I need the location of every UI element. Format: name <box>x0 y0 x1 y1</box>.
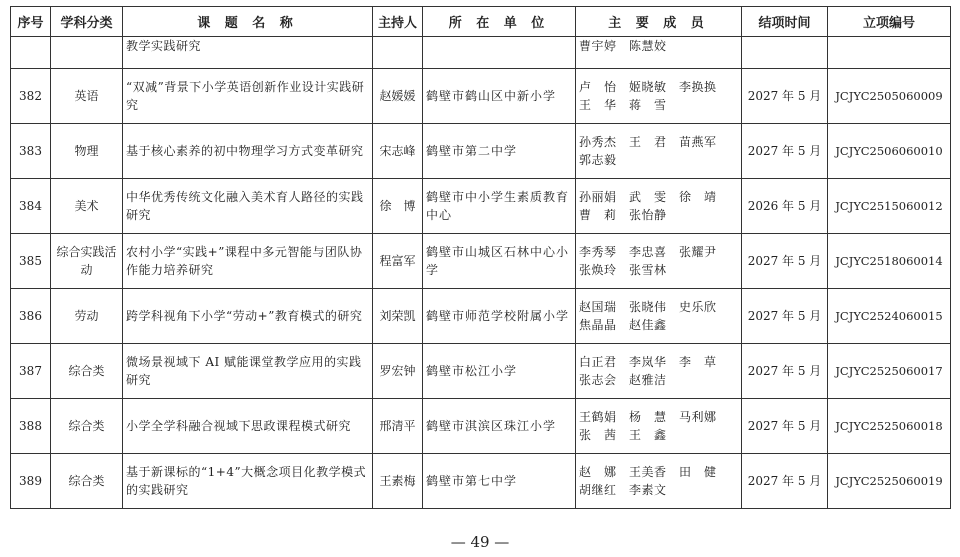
cell-unit: 鹤壁市鹤山区中新小学 <box>423 69 576 124</box>
table-row <box>11 234 951 289</box>
cell-no <box>11 37 51 69</box>
cell-end-date: 2027 年 5 月 <box>742 399 828 454</box>
table-header-row <box>11 7 951 37</box>
member-line: 张 茜 王 鑫 <box>579 428 667 442</box>
cell-host: 罗宏钟 <box>373 344 423 399</box>
cell-no: 385 <box>11 234 51 289</box>
cell-no: 388 <box>11 399 51 454</box>
cell-subject <box>51 37 123 69</box>
member-line: 白正君 李岚华 李 草 <box>579 355 717 369</box>
cell-host: 宋志峰 <box>373 124 423 179</box>
cell-title: “双减”背景下小学英语创新作业设计实践研究 <box>123 69 373 124</box>
cell-subject: 物理 <box>51 124 123 179</box>
cell-code: JCJYC2515060012 <box>828 179 951 234</box>
cell-end-date: 2027 年 5 月 <box>742 69 828 124</box>
cell-no: 384 <box>11 179 51 234</box>
cell-members <box>576 454 742 509</box>
cell-subject: 综合类 <box>51 344 123 399</box>
continued-row <box>11 37 951 69</box>
table-row <box>11 124 951 179</box>
cell-unit: 鹤壁市松江小学 <box>423 344 576 399</box>
cell-host: 王素梅 <box>373 454 423 509</box>
header-host: 主持人 <box>373 7 423 37</box>
cell-code: JCJYC2506060010 <box>828 124 951 179</box>
member-line: 王 华 蒋 雪 <box>579 98 667 112</box>
cell-title: 农村小学“实践+”课程中多元智能与团队协作能力培养研究 <box>123 234 373 289</box>
cell-end-date: 2027 年 5 月 <box>742 454 828 509</box>
cell-title: 微场景视域下 AI 赋能课堂教学应用的实践研究 <box>123 344 373 399</box>
cell-title: 基于新课标的“1+4”大概念项目化教学模式的实践研究 <box>123 454 373 509</box>
cell-code: JCJYC2525060018 <box>828 399 951 454</box>
cell-subject: 综合类 <box>51 454 123 509</box>
cell-members <box>576 124 742 179</box>
cell-unit: 鹤壁市中小学生素质教育中心 <box>423 179 576 234</box>
cell-no: 382 <box>11 69 51 124</box>
member-line: 张志会 赵雅洁 <box>579 373 667 387</box>
cell-title: 小学全学科融合视域下思政课程模式研究 <box>123 399 373 454</box>
member-line: 李秀琴 李忠喜 张耀尹 <box>579 245 717 259</box>
table-row <box>11 344 951 399</box>
cell-unit: 鹤壁市第二中学 <box>423 124 576 179</box>
cell-unit: 鹤壁市山城区石林中心小学 <box>423 234 576 289</box>
cell-code: JCJYC2524060015 <box>828 289 951 344</box>
cell-subject: 劳动 <box>51 289 123 344</box>
member-line: 曹宇婷 陈慧姣 <box>579 39 667 53</box>
member-line: 焦晶晶 赵佳鑫 <box>579 318 667 332</box>
table-row <box>11 179 951 234</box>
member-line: 赵 娜 王美香 田 健 <box>579 465 717 479</box>
cell-host: 邢清平 <box>373 399 423 454</box>
header-no: 序号 <box>11 7 51 37</box>
cell-members <box>576 344 742 399</box>
projects-table <box>10 6 951 509</box>
cell-host: 徐 博 <box>373 179 423 234</box>
cell-subject: 综合类 <box>51 399 123 454</box>
cell-title: 中华优秀传统文化融入美术育人路径的实践研究 <box>123 179 373 234</box>
cell-members <box>576 289 742 344</box>
cell-title: 教学实践研究 <box>123 37 373 69</box>
cell-members <box>576 234 742 289</box>
cell-subject: 综合实践活动 <box>51 234 123 289</box>
table-row <box>11 289 951 344</box>
table-row <box>11 69 951 124</box>
cell-subject: 英语 <box>51 69 123 124</box>
header-subject: 学科分类 <box>51 7 123 37</box>
cell-subject: 美术 <box>51 179 123 234</box>
table-row <box>11 399 951 454</box>
cell-end-date: 2027 年 5 月 <box>742 344 828 399</box>
page-number: — 49 — <box>450 533 510 551</box>
cell-members <box>576 399 742 454</box>
cell-code: JCJYC2525060017 <box>828 344 951 399</box>
cell-title: 跨学科视角下小学“劳动+”教育模式的研究 <box>123 289 373 344</box>
member-line: 孙秀杰 王 君 苗燕军 <box>579 135 717 149</box>
member-line: 赵国瑞 张晓伟 史乐欣 <box>579 300 717 314</box>
cell-no: 387 <box>11 344 51 399</box>
member-line: 胡继红 李素文 <box>579 483 667 497</box>
header-code: 立项编号 <box>828 7 951 37</box>
cell-unit: 鹤壁市师范学校附属小学 <box>423 289 576 344</box>
member-line: 卢 怡 姬晓敏 李换换 <box>579 80 717 94</box>
cell-end-date: 2027 年 5 月 <box>742 124 828 179</box>
cell-end-date: 2027 年 5 月 <box>742 289 828 344</box>
cell-code <box>828 37 951 69</box>
cell-members <box>576 37 742 69</box>
table-row <box>11 454 951 509</box>
cell-host: 程富军 <box>373 234 423 289</box>
cell-no: 383 <box>11 124 51 179</box>
member-line: 王鹤娟 杨 慧 马利娜 <box>579 410 717 424</box>
cell-code: JCJYC2525060019 <box>828 454 951 509</box>
cell-end-date: 2026 年 5 月 <box>742 179 828 234</box>
header-members: 主 要 成 员 <box>576 7 742 37</box>
cell-end-date <box>742 37 828 69</box>
cell-host: 赵媛媛 <box>373 69 423 124</box>
header-unit: 所 在 单 位 <box>423 7 576 37</box>
header-end-date: 结项时间 <box>742 7 828 37</box>
cell-unit: 鹤壁市淇滨区珠江小学 <box>423 399 576 454</box>
cell-no: 389 <box>11 454 51 509</box>
cell-title: 基于核心素养的初中物理学习方式变革研究 <box>123 124 373 179</box>
cell-unit: 鹤壁市第七中学 <box>423 454 576 509</box>
cell-members <box>576 69 742 124</box>
member-line: 曹 莉 张怡静 <box>579 208 667 222</box>
member-line: 郭志毅 <box>579 153 617 167</box>
header-title: 课 题 名 称 <box>123 7 373 37</box>
cell-no: 386 <box>11 289 51 344</box>
member-line: 孙丽娟 武 雯 徐 靖 <box>579 190 717 204</box>
cell-unit <box>423 37 576 69</box>
cell-code: JCJYC2518060014 <box>828 234 951 289</box>
cell-members <box>576 179 742 234</box>
cell-host <box>373 37 423 69</box>
cell-end-date: 2027 年 5 月 <box>742 234 828 289</box>
member-line: 张焕玲 张雪林 <box>579 263 667 277</box>
cell-host: 刘荣凯 <box>373 289 423 344</box>
cell-code: JCJYC2505060009 <box>828 69 951 124</box>
